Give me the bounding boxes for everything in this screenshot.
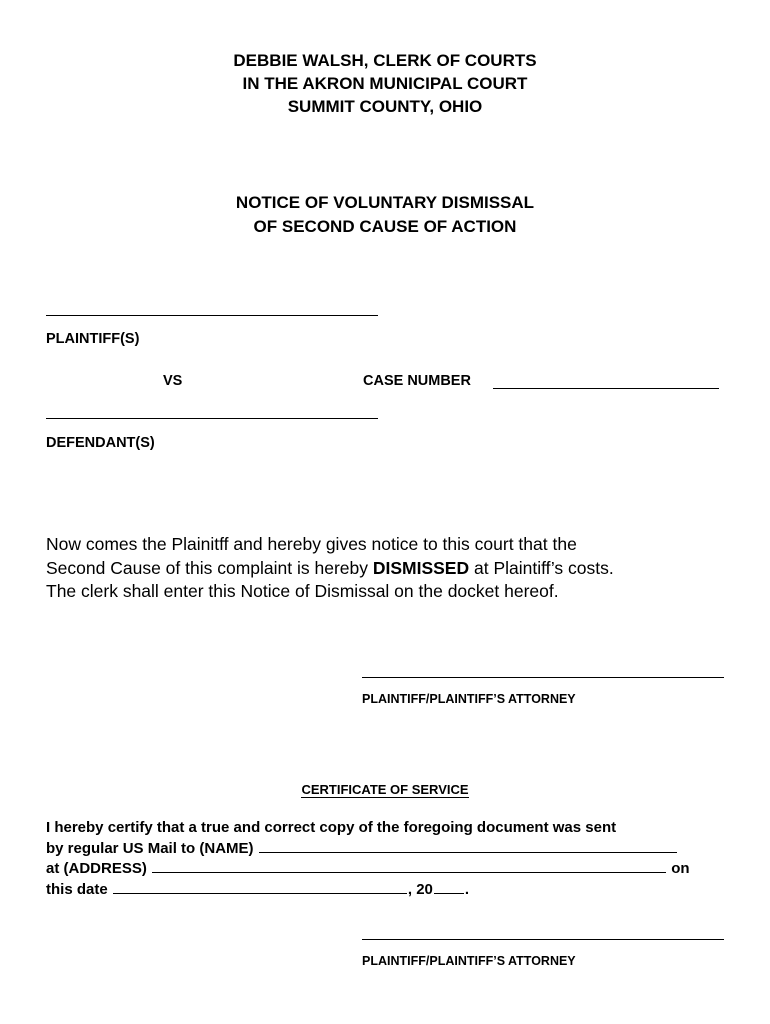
case-number-label: CASE NUMBER <box>363 373 471 389</box>
signature-line-2[interactable] <box>362 939 724 940</box>
signature-line-1[interactable] <box>362 677 724 678</box>
certificate-line-1 <box>46 818 726 839</box>
certificate-text <box>46 818 726 900</box>
service-date-blank[interactable] <box>113 880 407 894</box>
dismissal-line-3: The clerk shall enter this Notice of Dismissal on the docket hereof. <box>46 581 559 601</box>
dismissal-paragraph <box>46 533 736 604</box>
signature-label-1: PLAINTIFF/PLAINTIFF’S ATTORNEY <box>362 692 576 706</box>
service-year-blank[interactable] <box>434 880 464 894</box>
certificate-heading-text: CERTIFICATE OF SERVICE <box>301 782 469 797</box>
date-label: this date <box>46 880 108 898</box>
court-header-county: SUMMIT COUNTY, OHIO <box>287 97 483 116</box>
document-title-line-1: NOTICE OF VOLUNTARY DISMISSAL <box>235 193 535 212</box>
defendant-name-blank[interactable] <box>46 418 378 419</box>
plaintiff-name-blank[interactable] <box>46 315 378 316</box>
court-header-court: IN THE AKRON MUNICIPAL COURT <box>242 74 528 93</box>
year-prefix: , 20 <box>407 880 433 898</box>
recipient-address-label: at (ADDRESS) <box>46 860 147 877</box>
plaintiff-label: PLAINTIFF(S) <box>46 331 140 347</box>
certificate-statement: I hereby certify that a true and correct copy of the foregoing document was sent <box>46 819 617 836</box>
recipient-name-label: by regular US Mail to (NAME) <box>46 839 254 857</box>
court-header-clerk: DEBBIE WALSH, CLERK OF COURTS <box>233 51 537 70</box>
recipient-address-blank[interactable] <box>152 859 666 873</box>
document-title <box>0 191 770 239</box>
dismissal-line-2-start: Second Cause of this complaint is hereby <box>46 557 373 578</box>
case-number-blank[interactable] <box>493 373 719 389</box>
dismissed-emphasis: DISMISSED <box>372 557 470 578</box>
defendant-label: DEFENDANT(S) <box>46 435 155 451</box>
certificate-heading <box>0 781 770 799</box>
dismissal-line-1: Now comes the Plainitff and hereby gives notice to this court that the <box>46 534 577 554</box>
certificate-line-4 <box>46 880 726 901</box>
dismissal-line-2 <box>46 557 736 581</box>
dismissal-line-2-end: at Plaintiff’s costs. <box>469 557 614 578</box>
signature-label-2: PLAINTIFF/PLAINTIFF’S ATTORNEY <box>362 954 576 968</box>
certificate-line-3 <box>46 859 726 880</box>
document-title-line-2: OF SECOND CAUSE OF ACTION <box>253 217 517 236</box>
certificate-line-2 <box>46 839 726 860</box>
date-period: . <box>464 880 470 898</box>
versus-label: VS <box>163 373 183 389</box>
court-header <box>0 49 770 118</box>
on-label: on <box>671 860 690 877</box>
recipient-name-blank[interactable] <box>259 839 677 853</box>
